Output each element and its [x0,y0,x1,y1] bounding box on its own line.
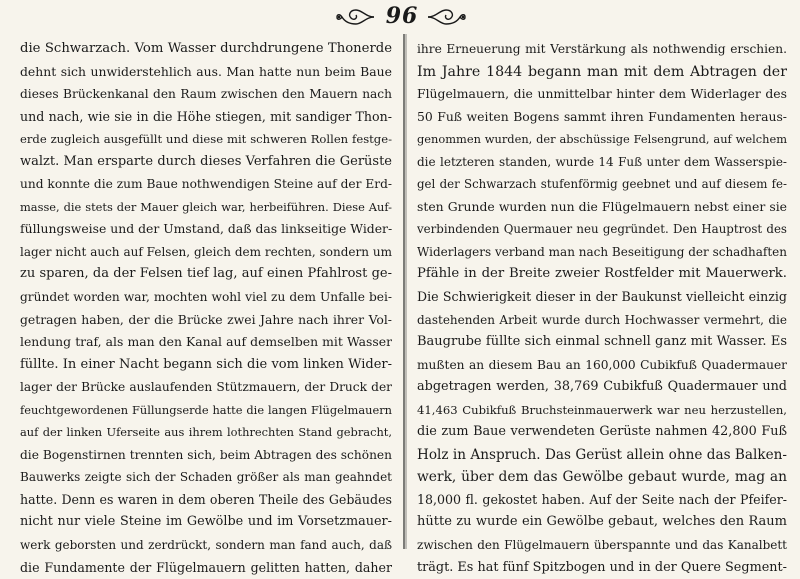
text-line: Bauwerks zeigte sich der Schaden größer als man geahndet [20,470,392,485]
text-line: lager der Brücke auslaufenden Stützmauern, der Druck der [20,380,392,395]
text-line: lager nicht auch auf Felsen, gleich dem rechten, sondern um [20,244,392,259]
text-line: nicht nur viele Steine im Gewölbe und im Vorsetzmauer- [20,514,392,530]
text-line: lendung traf, als man den Kanal auf demselben mit Wasser [20,334,392,350]
scroll-ornament-icon [336,6,376,28]
text-line: hütte zu wurde ein Gewölbe gebaut, welches den Raum [417,514,787,530]
text-line: und nach, wie sie in die Höhe stiegen, mit sandiger Thon- [20,108,392,124]
text-line: Baugrube füllte sich einmal schnell ganz mit Wasser. Es [417,334,787,350]
text-line: Holz in Anspruch. Das Gerüst allein ohne das Balken- [417,446,787,463]
text-line: und konnte die zum Baue nothwendigen Steine auf der Erd- [20,177,392,192]
text-line: getragen haben, der die Brücke zwei Jahre nach ihrer Vol- [20,311,392,327]
text-line: 18,000 fl. gekostet haben. Auf der Seite nach der Pfeifer- [417,491,787,507]
text-line: erde zugleich ausgefüllt und diese mit schweren Rollen festge- [20,132,392,147]
text-line: die Schwarzach. Vom Wasser durchdrungene Thonerde [20,41,392,56]
text-line: hatte. Denn es waren in dem oberen Theile des Gebäudes [20,491,392,507]
text-line: Im Jahre 1844 begann man mit dem Abtragen der [417,63,787,80]
text-line: feuchtgewordenen Füllungserde hatte die langen Flügelmauern [20,402,392,417]
text-line: füllte. In einer Nacht begann sich die vom linken Wider- [20,356,392,372]
text-line: gründet worden war, mochten wohl viel zu dem Unfalle bei- [20,290,392,305]
page-header [0,2,800,32]
text-line: sten Grunde wurden nun die Flügelmauern nebst einer sie [417,198,787,214]
text-line: Widerlagers verband man nach Beseitigung der schadhaften [417,244,787,259]
text-line: walzt. Man ersparte durch dieses Verfahren die Gerüste [20,153,392,169]
text-line: ihre Erneuerung mit Verstärkung als nothwendig erschien. [417,42,787,56]
text-line: die Bogenstirnen trennten sich, beim Abtragen des schönen [20,447,392,462]
vertical-rule-ornament [398,34,410,549]
text-line: mußten an diesem Bau an 160,000 Cubikfuß Quadermauer [417,357,787,372]
right-text-column [417,38,787,579]
text-line: die zum Baue verwendeten Gerüste nahmen 42,800 Fuß [417,424,787,440]
page-number: 96 [385,3,419,29]
text-line: Flügelmauern, die unmittelbar hinter dem Widerlager des [417,86,787,102]
text-line: 50 Fuß weiten Bogens sammt ihren Fundamenten heraus- [417,108,787,124]
text-line: trägt. Es hat fünf Spitzbogen und in der Quere Segment- [417,559,787,575]
text-line: dehnt sich unwiderstehlich aus. Man hatte nun beim Baue [20,63,392,79]
text-line: masse, die stets der Mauer gleich war, herbeiführen. Diese Auf- [20,199,392,214]
text-line: gel der Schwarzach stufenförmig geebnet und auf diesem fe- [417,177,787,192]
text-line: füllungsweise und der Umstand, daß das linkseitige Wider- [20,221,392,237]
text-line: Pfähle in der Breite zweier Rostfelder mit Mauerwerk. [417,266,787,282]
text-line: die Fundamente der Flügelmauern gelitten hatten, daher [20,559,392,575]
text-line: 41,463 Cubikfuß Bruchsteinmauerwerk war neu herzustellen, [417,402,787,417]
text-line: genommen wurden, der abschüssige Felsengrund, auf welchem [417,132,787,147]
text-line: Die Schwierigkeit dieser in der Baukunst vielleicht einzig [417,289,787,305]
text-line: dastehenden Arbeit wurde durch Hochwasser vermehrt, die [417,312,787,327]
text-line: abgetragen werden, 38,769 Cubikfuß Quadermauer und [417,379,787,395]
text-line: die letzteren standen, wurde 14 Fuß unter dem Wasserspie- [417,154,787,169]
text-line: verbindenden Quermauer neu gegründet. Den Hauptrost des [417,222,787,237]
left-text-column [20,38,392,579]
text-line: werk geborsten und zerdrückt, sondern man fand auch, daß [20,538,392,553]
text-line: zwischen den Flügelmauern überspannte und das Kanalbett [417,538,787,553]
scroll-ornament-icon [426,6,466,28]
text-line: zu sparen, da der Felsen tief lag, auf einen Pfahlrost ge- [20,266,392,282]
text-line: auf der linken Uferseite aus ihrem lothrechten Stand gebracht, [20,425,392,440]
text-line: dieses Brückenkanal den Raum zwischen den Mauern nach [20,87,392,102]
text-line: werk, über dem das Gewölbe gebaut wurde, mag an [417,469,787,486]
